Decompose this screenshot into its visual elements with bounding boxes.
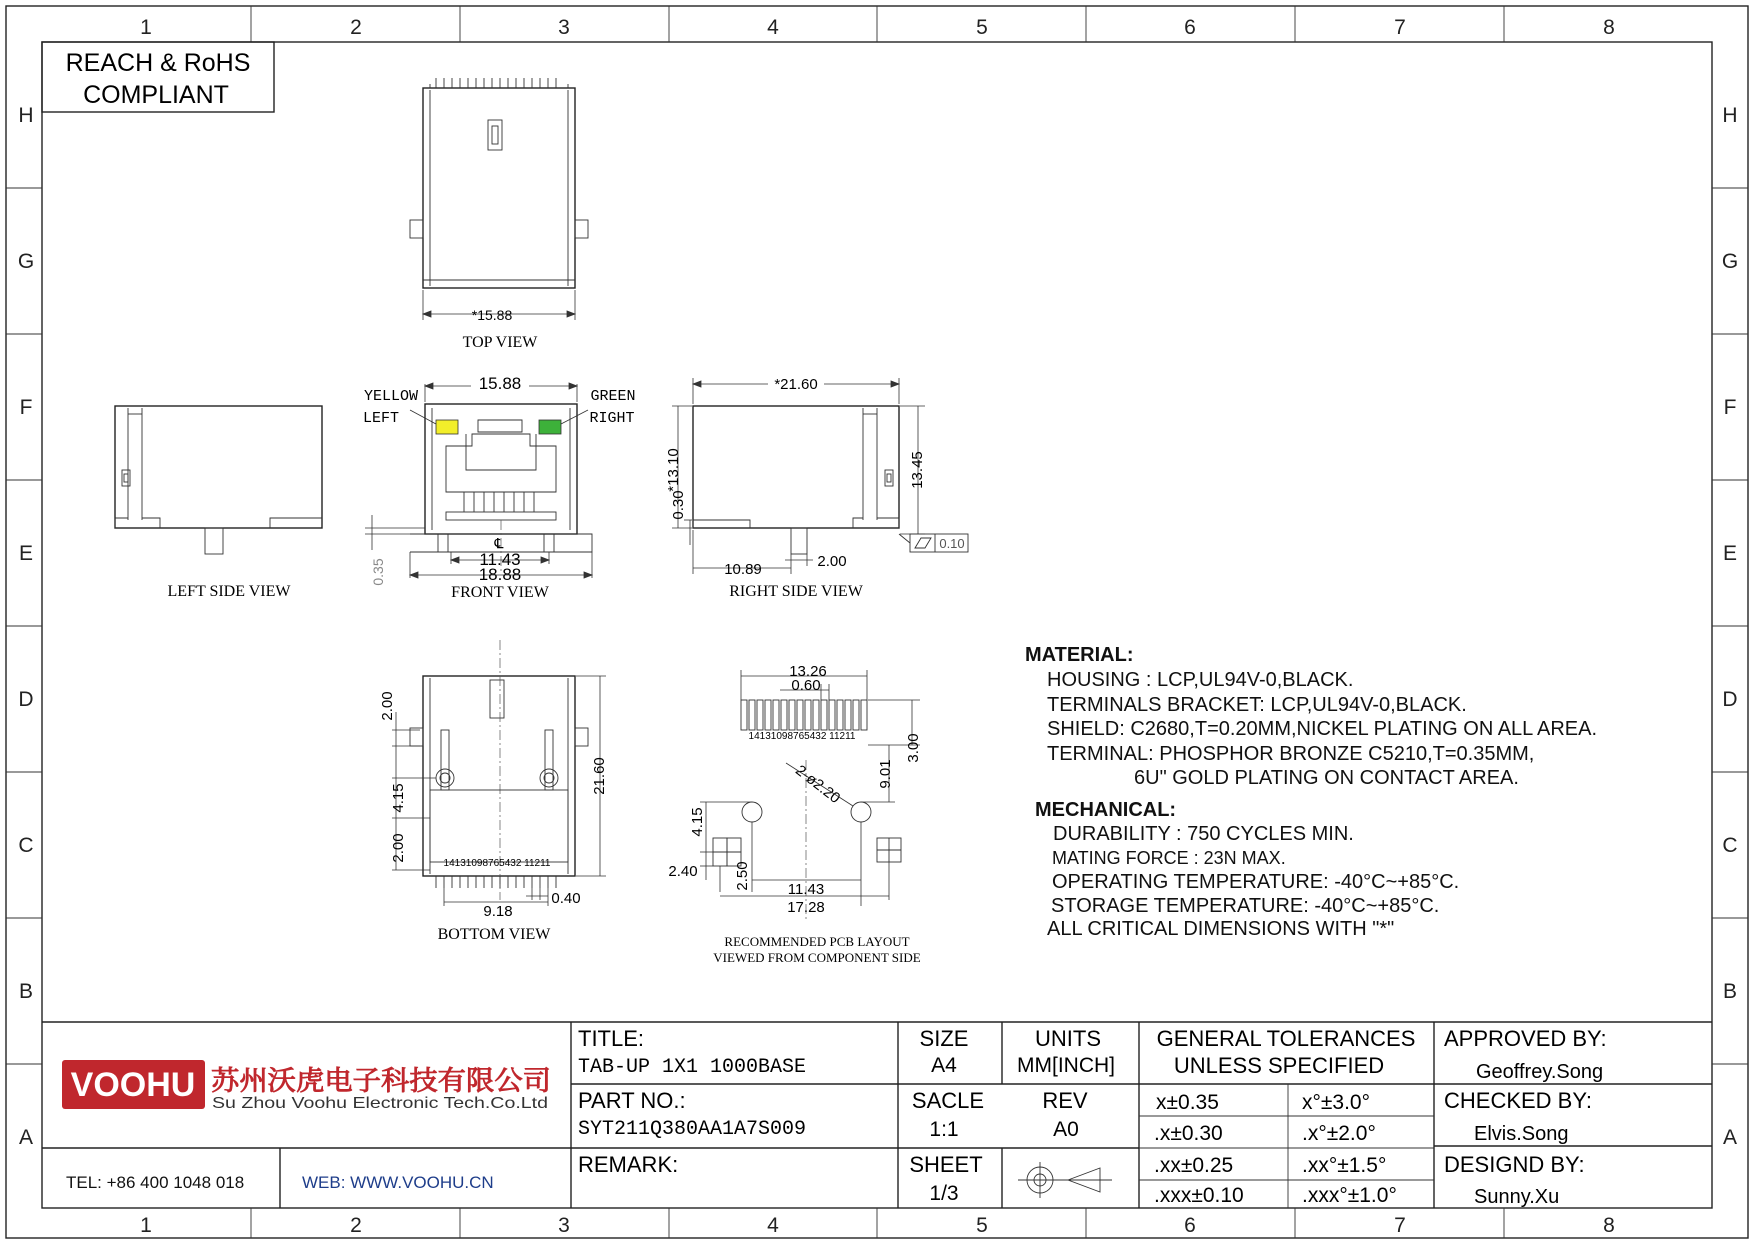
approved-label: APPROVED BY: [1444, 1026, 1607, 1051]
dim-pcb-hole: 2-ø2.20 [792, 761, 844, 808]
front-view-caption: FRONT VIEW [451, 584, 549, 601]
green-led [539, 420, 561, 434]
company-name-en: Su Zhou Voohu Electronic Tech.Co.Ltd [212, 1095, 548, 1112]
rev-label: REV [1042, 1088, 1088, 1113]
part-no-value: SYT211Q380AA1A7S009 [578, 1118, 807, 1141]
dim-pcb-pitch: 0.60 [791, 677, 821, 694]
col-label-4-bottom: 4 [767, 1214, 779, 1237]
row-label-f-right: F [1723, 396, 1737, 419]
company-name-cn: 苏州沃虎电子科技有限公司 [211, 1066, 551, 1096]
left-side-view [115, 406, 322, 600]
part-no-label: PART NO.: [578, 1088, 686, 1113]
pcb-pin-numbers: 14131098765432 11211 [748, 731, 856, 742]
col-label-7-bottom: 7 [1394, 1214, 1406, 1237]
designed-name: Sunny.Xu [1474, 1186, 1560, 1208]
col-label-4: 4 [767, 16, 779, 39]
size-value: A4 [931, 1054, 957, 1077]
dim-bv-pin: 0.40 [551, 890, 581, 907]
spec-housing: HOUSING : LCP,UL94V-0,BLACK. [1047, 669, 1354, 691]
dim-bv-span: 9.18 [483, 903, 513, 920]
pcb-layout-view [668, 663, 922, 965]
tol-x3-angle: .xxx°±1.0° [1302, 1184, 1397, 1207]
dim-rs-width: *21.60 [774, 376, 818, 393]
right-side-view [665, 374, 968, 600]
row-label-f: F [19, 396, 33, 419]
dim-rs-height-b: 0.30 [670, 490, 687, 520]
row-label-e-right: E [1722, 542, 1738, 565]
dim-rs-height-a: *13.10 [665, 448, 682, 492]
dim-top-width: *15.88 [471, 307, 513, 323]
checked-label: CHECKED BY: [1444, 1088, 1592, 1113]
tol-x: x±0.35 [1156, 1091, 1219, 1114]
pcb-caption-line1: RECOMMENDED PCB LAYOUT [724, 934, 910, 949]
top-view-caption: TOP VIEW [462, 334, 538, 351]
left-side-view-caption: LEFT SIDE VIEW [167, 583, 291, 600]
mechanical-heading: MECHANICAL: [1035, 799, 1177, 821]
rev-value: A0 [1053, 1118, 1079, 1141]
row-label-h-right: H [1722, 104, 1738, 127]
dim-pcb-drop: 9.01 [877, 759, 894, 789]
col-label-6: 6 [1184, 16, 1196, 39]
website: WEB: WWW.VOOHU.CN [302, 1173, 494, 1192]
spec-terminal: TERMINAL: PHOSPHOR BRONZE C5210,T=0.35MM, [1047, 743, 1535, 765]
col-label-1-bottom: 1 [140, 1214, 152, 1237]
center-mark: ℄ [494, 535, 504, 551]
scale-label: SACLE [911, 1088, 985, 1113]
spec-storage: STORAGE TEMPERATURE: -40°C~+85°C. [1051, 895, 1440, 917]
col-label-7: 7 [1394, 16, 1406, 39]
dim-rs-height-c: 13.45 [909, 451, 926, 489]
specifications [1025, 644, 1597, 940]
tol-x2: .xx±0.25 [1154, 1154, 1234, 1177]
size-label: SIZE [919, 1026, 969, 1051]
col-label-3: 3 [558, 16, 570, 39]
row-label-g: G [17, 250, 35, 273]
row-label-a-right: A [1722, 1126, 1738, 1149]
row-label-b-right: B [1722, 980, 1738, 1003]
dim-pcb-e: 17.28 [787, 899, 825, 916]
dim-pcb-d: 11.43 [787, 881, 825, 898]
bottom-pin-numbers: 14131098765432 11211 [443, 858, 551, 869]
remark-label: REMARK: [578, 1152, 679, 1177]
tol-x-angle: x°±3.0° [1302, 1091, 1371, 1114]
dim-bv-length: 21.60 [591, 757, 608, 795]
sheet-value: 1/3 [929, 1182, 959, 1205]
spec-operating: OPERATING TEMPERATURE: -40°C~+85°C. [1052, 871, 1460, 893]
dim-rs-post-width: 2.00 [817, 553, 847, 570]
checked-name: Elvis.Song [1474, 1123, 1569, 1145]
col-label-3-bottom: 3 [558, 1214, 570, 1237]
dim-front-offset: 0.35 [370, 558, 386, 586]
bottom-view-caption: BOTTOM VIEW [437, 926, 551, 943]
units-value: MM[INCH] [1017, 1054, 1115, 1077]
pcb-caption-line2: VIEWED FROM COMPONENT SIDE [713, 950, 921, 965]
dim-pcb-a: 4.15 [689, 807, 706, 837]
row-label-e: E [18, 542, 34, 565]
dim-pcb-row: 3.00 [905, 733, 922, 763]
dim-bv-c: 2.00 [390, 833, 407, 863]
col-label-6-bottom: 6 [1184, 1214, 1196, 1237]
designed-label: DESIGND BY: [1444, 1152, 1585, 1177]
col-label-8: 8 [1603, 16, 1615, 39]
led-right-side: RIGHT [589, 410, 635, 427]
tol-x1-angle: .x°±2.0° [1302, 1122, 1376, 1145]
spec-critical: ALL CRITICAL DIMENSIONS WITH "*" [1047, 918, 1395, 940]
yellow-led [436, 420, 458, 434]
row-label-d: D [18, 688, 34, 711]
row-label-b: B [18, 980, 34, 1003]
spec-terminal-2: 6U" GOLD PLATING ON CONTACT AREA. [1134, 767, 1519, 789]
dim-bv-b: 4.15 [390, 783, 407, 813]
dim-pcb-span: 13.26 [789, 663, 827, 680]
top-view [410, 78, 588, 351]
title-block [42, 1022, 1712, 1208]
logo-text: VOOHU [70, 1066, 196, 1104]
compliance-line2: COMPLIANT [83, 81, 229, 109]
row-label-d-right: D [1722, 688, 1738, 711]
material-heading: MATERIAL: [1025, 644, 1134, 666]
col-label-5: 5 [976, 16, 988, 39]
led-left-color: YELLOW [363, 388, 419, 405]
spec-mating: MATING FORCE : 23N MAX. [1052, 848, 1286, 868]
spec-durability: DURABILITY : 750 CYCLES MIN. [1053, 823, 1354, 845]
spec-shield: SHIELD: C2680,T=0.20MM,NICKEL PLATING ON ALL AREA. [1047, 718, 1598, 740]
col-label-2-bottom: 2 [350, 1214, 362, 1237]
spec-bracket: TERMINALS BRACKET: LCP,UL94V-0,BLACK. [1047, 694, 1467, 716]
bottom-view [379, 640, 608, 943]
row-label-h: H [18, 104, 34, 127]
col-label-8-bottom: 8 [1603, 1214, 1615, 1237]
tol-x1: .x±0.30 [1154, 1122, 1223, 1145]
col-label-2: 2 [350, 16, 362, 39]
right-side-view-caption: RIGHT SIDE VIEW [729, 583, 863, 600]
title-value: TAB-UP 1X1 1000BASE [578, 1056, 807, 1079]
led-left-side: LEFT [362, 410, 400, 427]
row-label-c: C [18, 834, 34, 857]
row-label-a: A [18, 1126, 34, 1149]
row-label-c-right: C [1722, 834, 1738, 857]
row-label-g-right: G [1721, 250, 1739, 273]
tolerance-heading-2: UNLESS SPECIFIED [1173, 1053, 1385, 1078]
col-label-1: 1 [140, 16, 152, 39]
dim-pcb-b: 2.40 [668, 863, 698, 880]
tol-x3: .xxx±0.10 [1154, 1184, 1244, 1207]
tolerance-heading-1: GENERAL TOLERANCES [1156, 1026, 1416, 1051]
units-label: UNITS [1035, 1026, 1101, 1051]
dim-bv-a: 2.00 [379, 691, 396, 721]
drawing-frame [6, 6, 1748, 1238]
led-right-color: GREEN [590, 388, 636, 405]
scale-value: 1:1 [929, 1118, 959, 1141]
flatness-tolerance: 0.10 [939, 536, 965, 551]
dim-rs-post: 10.89 [724, 561, 762, 578]
tol-x2-angle: .xx°±1.5° [1302, 1154, 1387, 1177]
front-view [363, 374, 636, 601]
sheet-label: SHEET [909, 1152, 983, 1177]
telephone: TEL: +86 400 1048 018 [66, 1173, 245, 1192]
col-label-5-bottom: 5 [976, 1214, 988, 1237]
title-label: TITLE: [578, 1026, 645, 1051]
compliance-box [42, 42, 274, 112]
dim-front-overall: 18.88 [478, 565, 522, 584]
compliance-line1: REACH & RoHS [65, 49, 251, 77]
dim-pcb-c: 2.50 [734, 861, 751, 891]
approved-name: Geoffrey.Song [1476, 1061, 1604, 1083]
dim-front-pitch: 11.43 [479, 550, 521, 569]
third-angle-projection-icon [1018, 1162, 1112, 1198]
dim-front-width: 15.88 [478, 374, 522, 393]
